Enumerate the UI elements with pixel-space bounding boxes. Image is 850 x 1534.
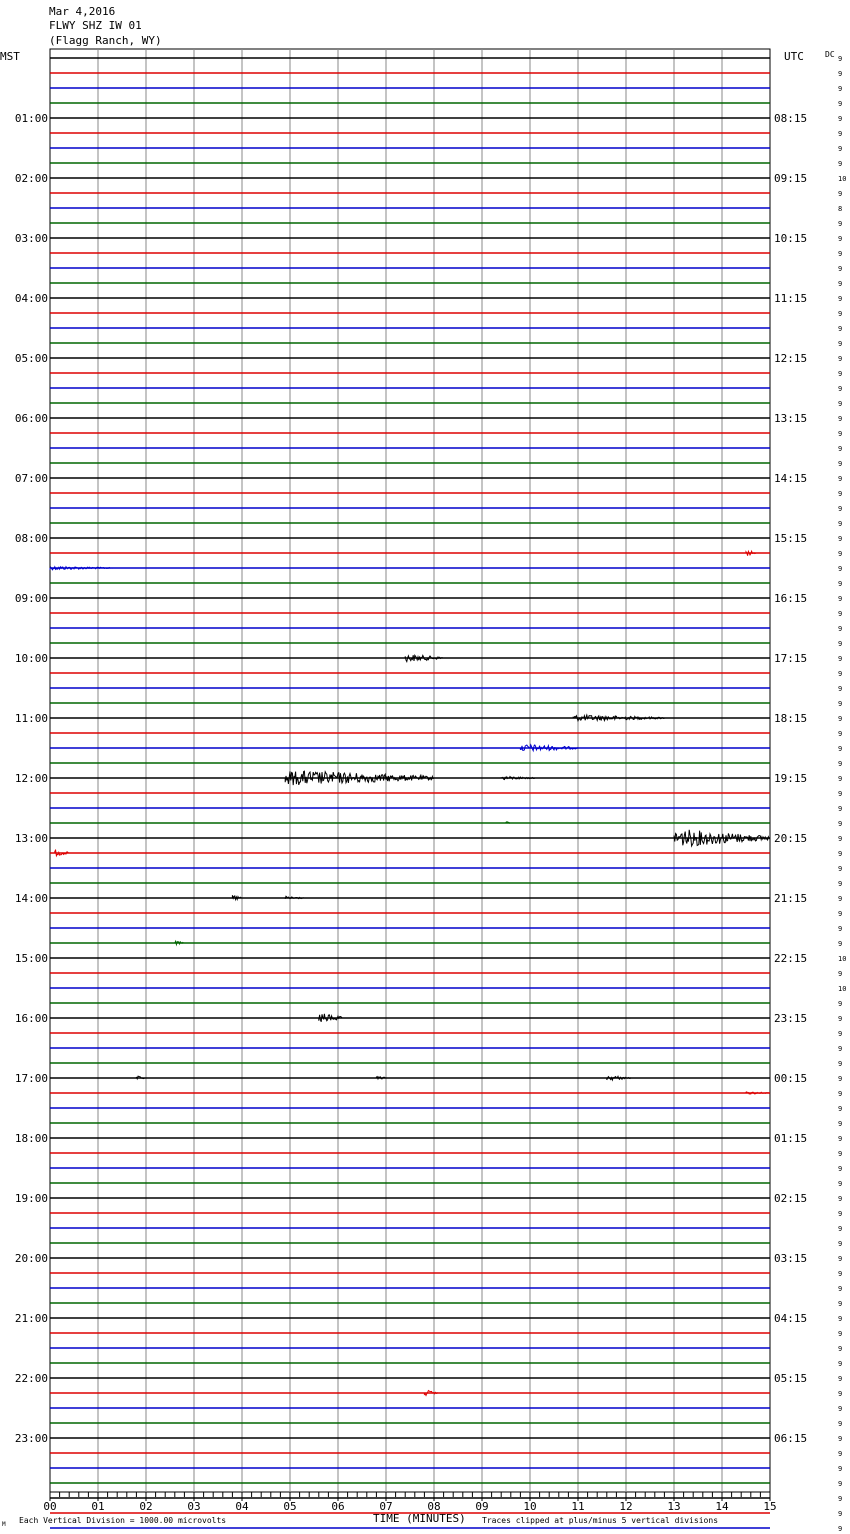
utc-hour-label: 03:15 bbox=[774, 1252, 808, 1265]
dc-offset-value: 9 bbox=[838, 580, 843, 588]
dc-offset-value: 9 bbox=[838, 1495, 843, 1503]
station-location: (Flagg Ranch, WY) bbox=[49, 34, 162, 47]
dc-offset-value: 9 bbox=[838, 625, 843, 633]
dc-offset-value: 10 bbox=[838, 985, 847, 993]
dc-offset-value: 9 bbox=[838, 1270, 843, 1278]
x-tick-label: 00 bbox=[43, 1500, 57, 1513]
dc-offset-value: 9 bbox=[838, 550, 843, 558]
dc-offset-value: 9 bbox=[838, 1030, 843, 1038]
dc-offset-value: 9 bbox=[838, 505, 843, 513]
utc-hour-label: 21:15 bbox=[774, 892, 808, 905]
utc-hour-label: 22:15 bbox=[774, 952, 808, 965]
dc-offset-value: 9 bbox=[838, 1105, 843, 1113]
dc-offset-value: 9 bbox=[838, 70, 843, 78]
dc-offset-value: 9 bbox=[838, 1045, 843, 1053]
utc-hour-label: 08:15 bbox=[774, 112, 808, 125]
mst-hour-label: 22:00 bbox=[14, 1372, 48, 1385]
seismic-event bbox=[746, 551, 756, 556]
dc-offset-value: 9 bbox=[838, 415, 843, 423]
mst-hour-label: 11:00 bbox=[14, 712, 48, 725]
dc-offset-value: 9 bbox=[838, 1015, 843, 1023]
dc-offset-value: 9 bbox=[838, 565, 843, 573]
left-zone-label: MST bbox=[0, 50, 20, 63]
utc-hour-label: 18:15 bbox=[774, 712, 808, 725]
dc-offset-value: 9 bbox=[838, 220, 843, 228]
dc-offset-value: 9 bbox=[838, 1075, 843, 1083]
station-code: FLWY SHZ IW 01 bbox=[49, 19, 142, 32]
dc-offset-value: 9 bbox=[838, 1435, 843, 1443]
x-tick-label: 02 bbox=[139, 1500, 153, 1513]
dc-offset-value: 9 bbox=[838, 850, 843, 858]
seismic-event bbox=[232, 895, 241, 899]
mst-hour-label: 07:00 bbox=[14, 472, 48, 485]
dc-offset-value: 9 bbox=[838, 190, 843, 198]
clip-note: Traces clipped at plus/minus 5 vertical divisions bbox=[482, 1516, 719, 1525]
mst-hour-label: 05:00 bbox=[14, 352, 48, 365]
x-tick-label: 03 bbox=[187, 1500, 201, 1513]
dc-offset-value: 9 bbox=[838, 100, 843, 108]
utc-hour-label: 02:15 bbox=[774, 1192, 808, 1205]
dc-offset-value: 9 bbox=[838, 145, 843, 153]
dc-offset-value: 9 bbox=[838, 1180, 843, 1188]
dc-offset-value: 9 bbox=[838, 310, 843, 318]
dc-offset-value: 9 bbox=[838, 265, 843, 273]
mst-hour-label: 16:00 bbox=[14, 1012, 48, 1025]
mst-hour-label: 23:00 bbox=[14, 1432, 48, 1445]
x-tick-label: 10 bbox=[523, 1500, 537, 1513]
dc-offset-value: 9 bbox=[838, 520, 843, 528]
dc-offset-value: 9 bbox=[838, 745, 843, 753]
dc-offset-value: 9 bbox=[838, 235, 843, 243]
dc-offset-value: 9 bbox=[838, 1120, 843, 1128]
x-tick-label: 01 bbox=[91, 1500, 105, 1513]
dc-offset-value: 9 bbox=[838, 670, 843, 678]
utc-hour-label: 06:15 bbox=[774, 1432, 808, 1445]
dc-offset-value: 9 bbox=[838, 1060, 843, 1068]
mst-hour-label: 01:00 bbox=[14, 112, 48, 125]
dc-offset-value: 9 bbox=[838, 250, 843, 258]
dc-offset-value: 9 bbox=[838, 1210, 843, 1218]
mst-hour-label: 10:00 bbox=[14, 652, 48, 665]
dc-offset-value: 9 bbox=[838, 295, 843, 303]
x-tick-label: 04 bbox=[235, 1500, 249, 1513]
utc-hour-label: 15:15 bbox=[774, 532, 808, 545]
scale-note: Each Vertical Division = 1000.00 microvolts bbox=[19, 1516, 227, 1525]
dc-offset-value: 9 bbox=[838, 280, 843, 288]
dc-offset-value: 9 bbox=[838, 835, 843, 843]
utc-hour-label: 09:15 bbox=[774, 172, 808, 185]
dc-offset-value: 9 bbox=[838, 910, 843, 918]
utc-hour-label: 13:15 bbox=[774, 412, 808, 425]
mst-hour-label: 13:00 bbox=[14, 832, 48, 845]
dc-offset-value: 9 bbox=[838, 1000, 843, 1008]
dc-offset-value: 9 bbox=[838, 340, 843, 348]
dc-offset-value: 9 bbox=[838, 1285, 843, 1293]
dc-offset-value: 9 bbox=[838, 445, 843, 453]
dc-offset-value: 9 bbox=[838, 400, 843, 408]
dc-offset-value: 9 bbox=[838, 715, 843, 723]
utc-hour-label: 01:15 bbox=[774, 1132, 808, 1145]
dc-offset-value: 9 bbox=[838, 1225, 843, 1233]
dc-offset-value: 9 bbox=[838, 1450, 843, 1458]
dc-offset-value: 9 bbox=[838, 55, 843, 63]
dc-offset-value: 9 bbox=[838, 475, 843, 483]
corner-mark: M bbox=[2, 1521, 6, 1528]
dc-offset-value: 9 bbox=[838, 970, 843, 978]
mst-hour-label: 03:00 bbox=[14, 232, 48, 245]
dc-offset-value: 9 bbox=[838, 1300, 843, 1308]
right-zone-label: UTC bbox=[784, 50, 804, 63]
dc-offset-value: 9 bbox=[838, 355, 843, 363]
mst-hour-label: 19:00 bbox=[14, 1192, 48, 1205]
mst-hour-label: 12:00 bbox=[14, 772, 48, 785]
dc-offset-value: 9 bbox=[838, 700, 843, 708]
dc-offset-value: 9 bbox=[838, 1360, 843, 1368]
mst-hour-label: 14:00 bbox=[14, 892, 48, 905]
mst-hour-label: 18:00 bbox=[14, 1132, 48, 1145]
dc-column-label: DC bbox=[825, 50, 835, 59]
dc-offset-value: 9 bbox=[838, 880, 843, 888]
mst-hour-label: 02:00 bbox=[14, 172, 48, 185]
x-tick-label: 13 bbox=[667, 1500, 681, 1513]
dc-offset-value: 9 bbox=[838, 1240, 843, 1248]
dc-offset-value: 9 bbox=[838, 115, 843, 123]
x-tick-label: 06 bbox=[331, 1500, 345, 1513]
dc-offset-value: 9 bbox=[838, 1525, 843, 1533]
utc-hour-label: 00:15 bbox=[774, 1072, 808, 1085]
dc-offset-value: 9 bbox=[838, 610, 843, 618]
dc-offset-value: 9 bbox=[838, 1510, 843, 1518]
dc-offset-value: 9 bbox=[838, 1390, 843, 1398]
x-tick-label: 14 bbox=[715, 1500, 729, 1513]
dc-offset-value: 9 bbox=[838, 865, 843, 873]
dc-offset-value: 9 bbox=[838, 160, 843, 168]
dc-offset-value: 9 bbox=[838, 385, 843, 393]
dc-offset-value: 9 bbox=[838, 490, 843, 498]
x-tick-label: 11 bbox=[571, 1500, 585, 1513]
dc-offset-value: 9 bbox=[838, 775, 843, 783]
dc-offset-value: 9 bbox=[838, 805, 843, 813]
dc-offset-value: 9 bbox=[838, 730, 843, 738]
dc-offset-value: 9 bbox=[838, 595, 843, 603]
x-tick-label: 12 bbox=[619, 1500, 633, 1513]
dc-offset-value: 9 bbox=[838, 535, 843, 543]
dc-offset-value: 9 bbox=[838, 1165, 843, 1173]
mst-hour-label: 21:00 bbox=[14, 1312, 48, 1325]
utc-hour-label: 16:15 bbox=[774, 592, 808, 605]
dc-offset-value: 9 bbox=[838, 460, 843, 468]
seismic-event bbox=[50, 567, 112, 570]
mst-hour-label: 15:00 bbox=[14, 952, 48, 965]
x-axis-label: TIME (MINUTES) bbox=[373, 1512, 466, 1525]
dc-offset-value: 10 bbox=[838, 175, 847, 183]
dc-offset-value: 9 bbox=[838, 1195, 843, 1203]
dc-offset-value: 9 bbox=[838, 430, 843, 438]
dc-offset-value: 9 bbox=[838, 790, 843, 798]
mst-hour-label: 20:00 bbox=[14, 1252, 48, 1265]
dc-offset-value: 9 bbox=[838, 760, 843, 768]
utc-hour-label: 14:15 bbox=[774, 472, 808, 485]
dc-offset-value: 9 bbox=[838, 940, 843, 948]
dc-offset-value: 9 bbox=[838, 1480, 843, 1488]
dc-offset-value: 9 bbox=[838, 685, 843, 693]
dc-offset-value: 9 bbox=[838, 1150, 843, 1158]
dc-offset-value: 9 bbox=[838, 895, 843, 903]
utc-hour-label: 11:15 bbox=[774, 292, 808, 305]
dc-offset-value: 9 bbox=[838, 1330, 843, 1338]
utc-hour-label: 17:15 bbox=[774, 652, 808, 665]
dc-offset-value: 9 bbox=[838, 1315, 843, 1323]
seismic-event bbox=[520, 745, 578, 751]
dc-offset-value: 9 bbox=[838, 325, 843, 333]
seismic-event bbox=[175, 941, 184, 944]
dc-offset-value: 9 bbox=[838, 85, 843, 93]
utc-hour-label: 20:15 bbox=[774, 832, 808, 845]
dc-offset-value: 9 bbox=[838, 1420, 843, 1428]
utc-hour-label: 04:15 bbox=[774, 1312, 808, 1325]
dc-offset-value: 9 bbox=[838, 130, 843, 138]
mst-hour-label: 17:00 bbox=[14, 1072, 48, 1085]
dc-offset-value: 9 bbox=[838, 1405, 843, 1413]
x-tick-label: 09 bbox=[475, 1500, 489, 1513]
dc-offset-value: 9 bbox=[838, 1255, 843, 1263]
dc-offset-value: 9 bbox=[838, 1345, 843, 1353]
x-tick-label: 08 bbox=[427, 1500, 441, 1513]
dc-offset-value: 8 bbox=[838, 205, 843, 213]
utc-hour-label: 12:15 bbox=[774, 352, 808, 365]
dc-offset-value: 9 bbox=[838, 1090, 843, 1098]
dc-offset-value: 10 bbox=[838, 955, 847, 963]
dc-offset-value: 9 bbox=[838, 1135, 843, 1143]
x-tick-label: 07 bbox=[379, 1500, 393, 1513]
dc-offset-value: 9 bbox=[838, 640, 843, 648]
mst-hour-label: 09:00 bbox=[14, 592, 48, 605]
utc-hour-label: 23:15 bbox=[774, 1012, 808, 1025]
x-tick-label: 05 bbox=[283, 1500, 297, 1513]
x-tick-label: 15 bbox=[763, 1500, 777, 1513]
dc-offset-value: 9 bbox=[838, 820, 843, 828]
dc-offset-value: 9 bbox=[838, 1375, 843, 1383]
plot-frame bbox=[50, 49, 770, 1492]
dc-offset-value: 9 bbox=[838, 1465, 843, 1473]
mst-hour-label: 06:00 bbox=[14, 412, 48, 425]
dc-offset-value: 9 bbox=[838, 370, 843, 378]
utc-hour-label: 19:15 bbox=[774, 772, 808, 785]
dc-offset-value: 9 bbox=[838, 655, 843, 663]
mst-hour-label: 04:00 bbox=[14, 292, 48, 305]
plot-date: Mar 4,2016 bbox=[49, 5, 116, 18]
dc-offset-value: 9 bbox=[838, 925, 843, 933]
utc-hour-label: 10:15 bbox=[774, 232, 808, 245]
mst-hour-label: 08:00 bbox=[14, 532, 48, 545]
utc-hour-label: 05:15 bbox=[774, 1372, 808, 1385]
